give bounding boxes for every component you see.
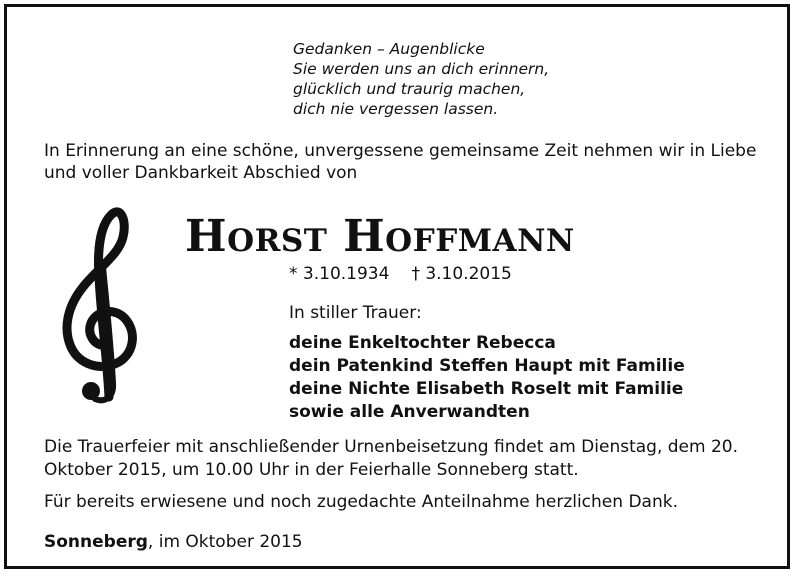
life-dates (289, 263, 512, 285)
place-date (44, 531, 303, 554)
place-month: , im Oktober 2015 (147, 532, 303, 552)
obituary-notice (4, 4, 790, 569)
ceremony-info: Die Trauerfeier mit anschließender Urnenbeisetzung findet am Dienstag, dem 20. Oktober 2015, um 10.00 Uhr in der Feierhalle Sonneberg statt. (44, 437, 739, 480)
place-city: Sonneberg (44, 532, 148, 552)
poem-line: Gedanken – Augenblicke (293, 40, 485, 58)
relative-entry: dein Patenkind Steffen Haupt mit Familie (289, 356, 685, 376)
deceased-name: Horst Hoffmann (185, 211, 575, 262)
birth-date: * 3.10.1934 (289, 264, 390, 284)
mourning-label: In stiller Trauer: (289, 303, 422, 323)
relatives-list (289, 332, 685, 424)
treble-clef-icon (57, 207, 147, 407)
thanks-text: Für bereits erwiesene und noch zugedachte Anteilnahme herzlichen Dank. (44, 492, 678, 512)
relative-entry: sowie alle Anverwandten (289, 402, 530, 422)
poem-line: dich nie vergessen lassen. (293, 100, 499, 118)
intro-text: In Erinnerung an eine schöne, unvergessene gemeinsame Zeit nehmen wir in Liebe und voller Dankbarkeit Abschied von (44, 141, 757, 183)
poem (293, 39, 549, 119)
death-date: † 3.10.2015 (411, 264, 512, 284)
poem-line: glücklich und traurig machen, (293, 80, 526, 98)
poem-line: Sie werden uns an dich erinnern, (293, 60, 550, 78)
relative-entry: deine Nichte Elisabeth Roselt mit Familie (289, 379, 684, 399)
relative-entry: deine Enkeltochter Rebecca (289, 333, 556, 353)
